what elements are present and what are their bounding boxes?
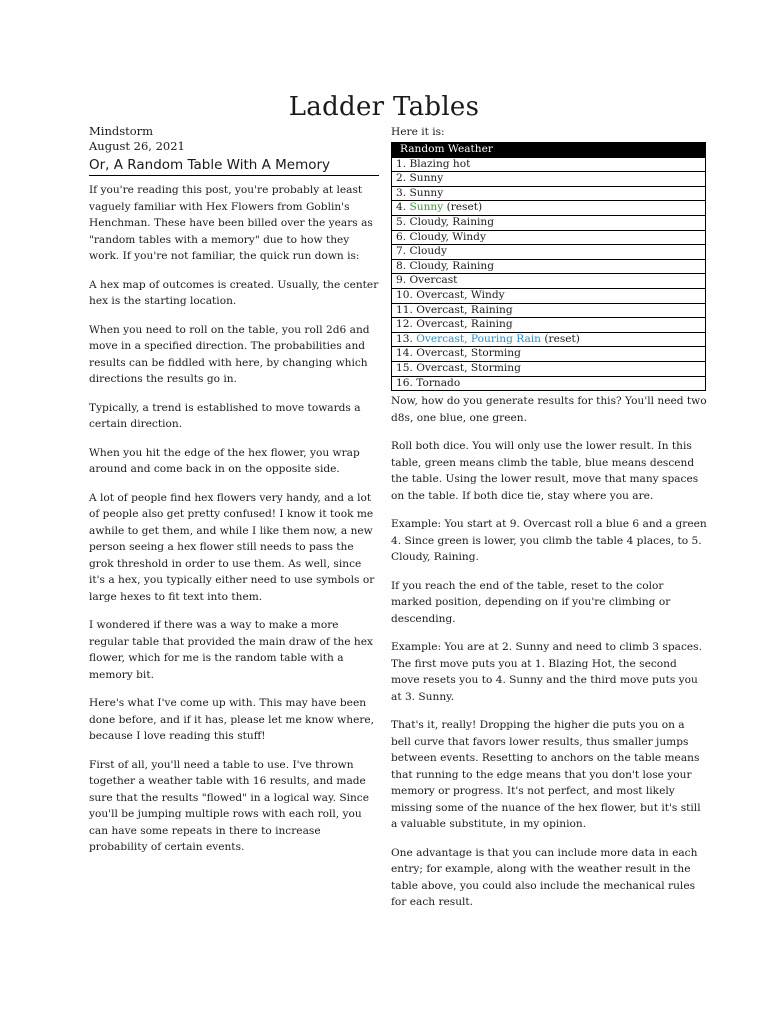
row-number: 6.: [396, 230, 407, 243]
table-cell: [392, 376, 706, 391]
left-paragraph: When you need to roll on the table, you roll 2d6 and move in a specified direction. The probabilities and results can be fiddled with here, by changing which directions the results go in.: [89, 323, 370, 385]
left-paragraph: If you're reading this post, you're probably at least vaguely familiar with Hex Flowers from Goblin's Henchman. These have been billed over the years as "random tables with a memory" due to how they work. If you're not familiar, the quick run down is:: [89, 184, 373, 262]
right-paragraph: Example: You start at 9. Overcast roll a blue 6 and a green 4. Since green is lower, you climb the table 4 places, to 5. Cloudy, Raining.: [391, 518, 707, 564]
row-text: Overcast, Raining: [416, 303, 513, 316]
table-row: [392, 332, 706, 347]
table-cell: [392, 303, 706, 318]
table-row: [392, 274, 706, 289]
row-text: Tornado: [416, 376, 461, 389]
table-intro: Here it is:: [391, 126, 445, 138]
row-text: Overcast: [409, 274, 458, 287]
table-row: [392, 201, 706, 216]
table-cell: [392, 186, 706, 201]
page-title: Ladder Tables: [288, 92, 480, 122]
row-text: Overcast, Windy: [416, 288, 505, 301]
row-number: 9.: [396, 274, 407, 287]
left-paragraph: First of all, you'll need a table to use. I've thrown together a weather table with 16 results, and made sure that the results "flowed" in a logical way. Since you'll be jumping multiple rows with each roll, you can have some repeats in there to increase probability of certain events.: [89, 758, 369, 853]
table-cell: [392, 318, 706, 333]
left-paragraph: Here's what I've come up with. This may have been done before, and if it has, please let me know where, because I love reading this stuff!: [89, 697, 375, 742]
table-cell: [392, 230, 706, 245]
table-cell: [392, 288, 706, 303]
right-paragraph: Roll both dice. You will only use the lower result. In this table, green means climb the table, blue means descend the table. Using the lower result, move that many spaces on the table. If both dice tie, stay where you are.: [391, 440, 699, 502]
row-number: 5.: [396, 215, 407, 228]
row-number: 3.: [396, 186, 407, 199]
table-cell: [392, 201, 706, 216]
date: August 26, 2021: [89, 139, 185, 153]
row-text: Cloudy, Raining: [409, 259, 495, 272]
row-highlight: Overcast, Pouring Rain: [416, 332, 541, 345]
row-text: Blazing hot: [409, 157, 471, 170]
table-row: [392, 347, 706, 362]
table-row: [392, 303, 706, 318]
right-column: [391, 124, 707, 923]
table-row: [392, 318, 706, 333]
table-body: [392, 157, 706, 391]
left-paragraph: When you hit the edge of the hex flower, you wrap around and come back in on the opposite side.: [89, 446, 360, 475]
row-text: Overcast, Raining: [416, 318, 513, 331]
left-paragraph: A lot of people find hex flowers very handy, and a lot of people also get pretty confused! I know it took me awhile to get them, and while I like them now, a new person seeing a hex flower still needs to pass the grok threshold in order to use them. As well, since it's a hex, you typically either need to use symbols or large hexes to fit text into them.: [89, 491, 375, 603]
table-cell: [392, 215, 706, 230]
right-paragraph: Example: You are at 2. Sunny and need to climb 3 spaces. The first move puts you at 1. Blazing Hot, the second move resets you to 4. Sunny and the third move puts you at 3. Sunny.: [391, 641, 702, 703]
table-cell: [392, 259, 706, 274]
table-row: [392, 230, 706, 245]
row-text: Sunny: [409, 172, 444, 185]
right-paragraph: One advantage is that you can include more data in each entry; for example, along with the weather result in the table above, you could also include the mechanical rules for each result.: [391, 846, 698, 909]
table-row: [392, 288, 706, 303]
table-cell: [392, 245, 706, 260]
table-row: [392, 215, 706, 230]
row-text: Cloudy, Raining: [409, 215, 495, 228]
right-paragraph: That's it, really! Dropping the higher die puts you on a bell curve that favors lower results, thus smaller jumps between events. Resetting to anchors on the table means that running to the edge means that you don't lose your memory or progress. It's not perfect, and most likely missing some of the nuance of the hex flower, but it's still a valuable substitute, in my opinion.: [391, 719, 701, 831]
row-number: 15.: [396, 361, 413, 374]
row-number: 12.: [396, 318, 413, 331]
row-suffix: (reset): [541, 332, 580, 345]
left-paragraph: A hex map of outcomes is created. Usually, the center hex is the starting location.: [89, 278, 379, 307]
row-number: 2.: [396, 172, 407, 185]
row-number: 14.: [396, 347, 413, 360]
row-text: Cloudy, Windy: [409, 230, 486, 243]
row-number: 16.: [396, 376, 413, 389]
table-row: [392, 259, 706, 274]
row-text: Sunny: [409, 186, 444, 199]
row-suffix: (reset): [443, 201, 483, 214]
table-row: [392, 245, 706, 260]
right-paragraph: Now, how do you generate results for this? You'll need two d8s, one blue, one green.: [391, 395, 707, 424]
row-number: 10.: [396, 288, 413, 301]
table-cell: [392, 172, 706, 187]
row-text: Overcast, Storming: [416, 347, 521, 360]
table-cell: [392, 332, 706, 347]
table-cell: [392, 347, 706, 362]
author: Mindstorm: [89, 124, 154, 138]
row-text: Cloudy: [409, 245, 447, 258]
table-row: [392, 361, 706, 376]
table-row: [392, 157, 706, 172]
table-row: [392, 186, 706, 201]
row-number: 11.: [396, 303, 413, 316]
row-number: 7.: [396, 245, 407, 258]
row-number: 4.: [396, 201, 407, 214]
row-number: 8.: [396, 259, 407, 272]
left-column: [89, 124, 379, 868]
table-header: Random Weather: [392, 143, 706, 158]
row-number: 1.: [396, 157, 407, 170]
subtitle: Or, A Random Table With A Memory: [89, 157, 379, 176]
row-number: 13.: [396, 332, 413, 345]
table-header-row: [392, 143, 706, 158]
row-text: Overcast, Storming: [416, 361, 521, 374]
random-weather-table: [391, 142, 706, 391]
table-cell: [392, 274, 706, 289]
table-cell: [392, 157, 706, 172]
table-row: [392, 172, 706, 187]
table-row: [392, 376, 706, 391]
left-paragraph: I wondered if there was a way to make a more regular table that provided the main draw of the hex flower, which for me is the random table with a memory bit.: [89, 619, 373, 681]
left-paragraph: Typically, a trend is established to move towards a certain direction.: [89, 401, 361, 430]
table-cell: [392, 361, 706, 376]
right-paragraph: If you reach the end of the table, reset to the color marked position, depending on if you're climbing or descending.: [391, 579, 671, 625]
row-highlight: Sunny: [409, 201, 444, 214]
